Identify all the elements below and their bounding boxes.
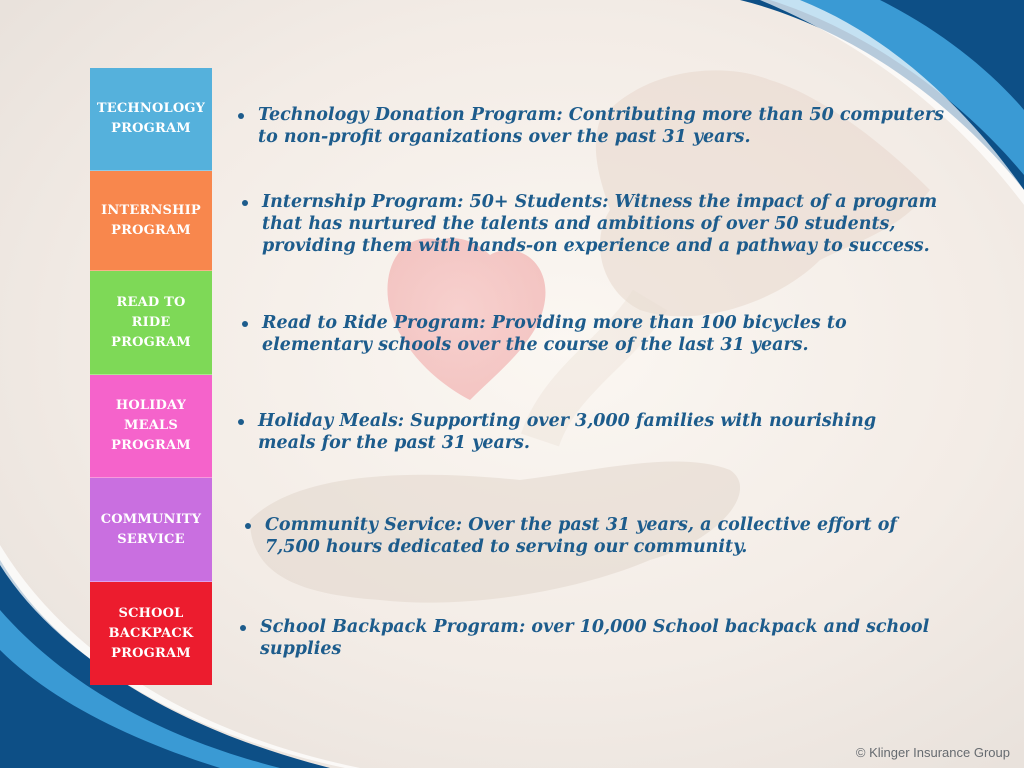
holiday-meals-program-bullet: Holiday Meals: Supporting over 3,000 families with nourishing meals for the past 31 years. (238, 410, 876, 454)
bullet-dot (238, 113, 244, 119)
holiday-meals-program-label: HOLIDAY MEALS PROGRAM (90, 375, 212, 478)
technology-program-bullet: Technology Donation Program: Contributing more than 50 computers to non-profit organizations over the past 31 years. (238, 104, 944, 148)
bullet-dot (240, 625, 246, 631)
school-backpack-program-bullet: School Backpack Program: over 10,000 School backpack and school supplies (240, 616, 929, 660)
community-service-bullet: Community Service: Over the past 31 years, a collective effort of 7,500 hours dedicated to serving our community. (245, 514, 897, 558)
read-to-ride-program-label: READ TO RIDE PROGRAM (90, 271, 212, 375)
technology-program-label: TECHNOLOGY PROGRAM (90, 68, 212, 171)
read-to-ride-program-bullet: Read to Ride Program: Providing more than 100 bicycles to elementary schools over the course of the last 31 years. (242, 312, 847, 356)
internship-program-label: INTERNSHIP PROGRAM (90, 171, 212, 271)
bullet-dot (242, 200, 248, 206)
bullet-dot (242, 321, 248, 327)
community-service-label: COMMUNITY SERVICE (90, 478, 212, 582)
bullet-dot (238, 419, 244, 425)
copyright-notice: © Klinger Insurance Group (855, 745, 1010, 760)
bullet-dot (245, 523, 251, 529)
program-labels-column (90, 68, 212, 685)
internship-program-bullet: Internship Program: 50+ Students: Witness the impact of a program that has nurtured the talents and ambitions of over 50 students, providing them with hands-on experience and a pathway to success. (242, 191, 937, 257)
school-backpack-program-label: SCHOOL BACKPACK PROGRAM (90, 582, 212, 685)
